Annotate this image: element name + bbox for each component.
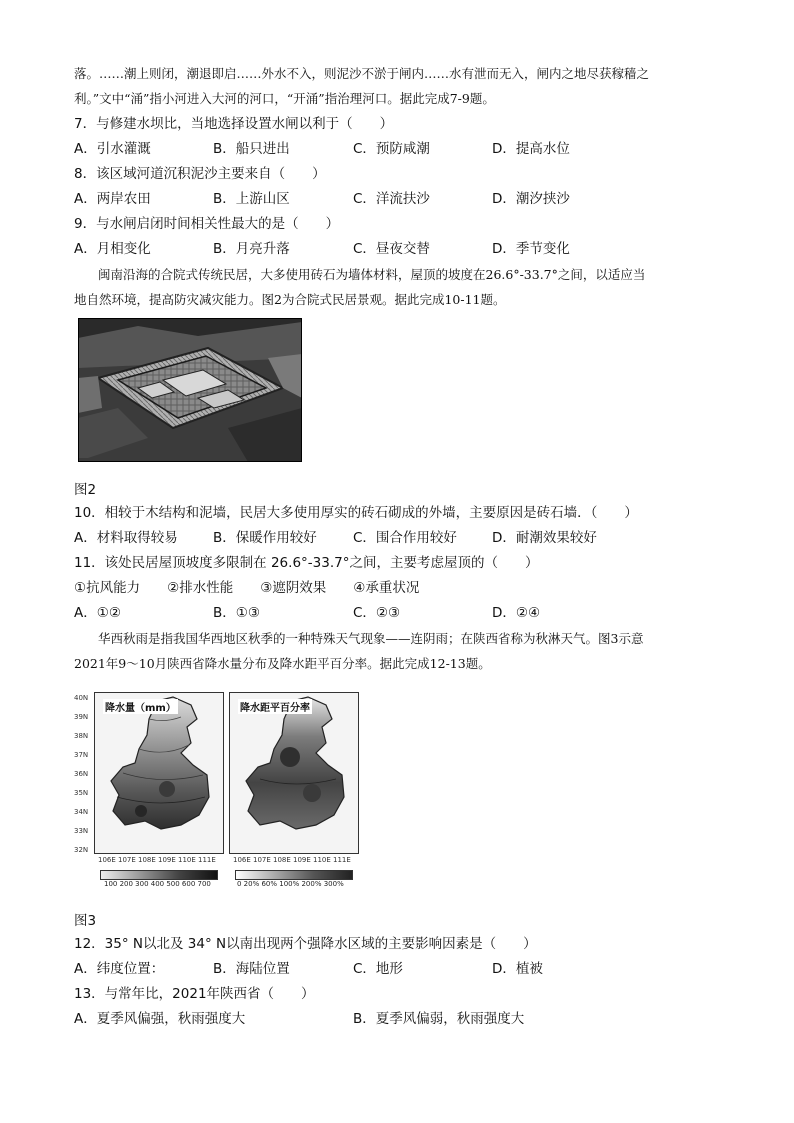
question-9-stem: 9．与水闸启闭时间相关性最大的是（ ） [74, 216, 340, 232]
option-b: B．保暖作用较好 [213, 530, 317, 546]
lat-label: 37N [74, 751, 89, 759]
option-c: C．地形 [353, 961, 403, 977]
lon-label: 111E [333, 856, 351, 864]
left-colorbar-labels: 100 200 300 400 500 600 700 [104, 880, 211, 888]
lat-label: 36N [74, 770, 89, 778]
question-8-stem: 8．该区域河道沉积泥沙主要来自（ ） [74, 166, 326, 182]
option-a: A．纬度位置： [74, 961, 165, 977]
right-map-title: 降水距平百分率 [238, 699, 312, 714]
right-colorbar [235, 870, 353, 880]
precipitation-amount-map [94, 692, 224, 854]
question-10-stem: 10．相较于木结构和泥墙，民居大多使用厚实的砖石砌成的外墙，主要原因是砖石墙．（ ） [74, 505, 638, 521]
question-11-options [74, 603, 714, 623]
option-d: D．季节变化 [492, 241, 570, 257]
lat-label: 38N [74, 732, 89, 740]
option-c: C．围合作用较好 [353, 530, 457, 546]
option-c: C．预防咸潮 [353, 141, 430, 157]
option-b: B．夏季风偏弱，秋雨强度大 [353, 1011, 525, 1027]
passage-line: 华西秋雨是指我国华西地区秋季的一种特殊天气现象——连阴雨；在陕西省称为秋淋天气。图3示意 [98, 631, 644, 646]
passage-line: 2021年9～10月陕西省降水量分布及降水距平百分率。据此完成12-13题。 [74, 656, 491, 671]
lat-label: 32N [74, 846, 89, 854]
left-map-title: 降水量（mm） [103, 699, 178, 714]
question-8-options [74, 189, 714, 209]
option-a: A．引水灌溉 [74, 141, 151, 157]
option-d: D．②④ [492, 605, 541, 621]
option-c: C．洋流扶沙 [353, 191, 430, 207]
option-b: B．船只进出 [213, 141, 290, 157]
left-colorbar [100, 870, 218, 880]
option-c: C．②③ [353, 605, 401, 621]
courtyard-house-photo [78, 318, 302, 462]
lon-label: 109E [158, 856, 176, 864]
shaanxi-precipitation-maps [74, 682, 364, 892]
option-b: B．海陆位置 [213, 961, 290, 977]
right-colorbar-labels: 0 20% 60% 100% 200% 300% [237, 880, 344, 888]
figure-3-caption: 图3 [74, 913, 97, 929]
option-a: A．①② [74, 605, 121, 621]
lon-label: 111E [198, 856, 216, 864]
question-12-stem: 12．35° N以北及 34° N以南出现两个强降水区域的主要影响因素是（ ） [74, 936, 537, 952]
question-12-options [74, 959, 714, 979]
question-11-stem: 11．该处民居屋顶坡度多限制在 26.6°-33.7°之间，主要考虑屋顶的（ ） [74, 555, 539, 571]
question-13-options [74, 1009, 714, 1029]
option-b: B．月亮升落 [213, 241, 290, 257]
lat-label: 39N [74, 713, 89, 721]
question-7-stem: 7．与修建水坝比，当地选择设置水闸以利于（ ） [74, 116, 394, 132]
option-a: A．夏季风偏强，秋雨强度大 [74, 1011, 246, 1027]
lat-label: 33N [74, 827, 89, 835]
option-a: A．两岸农田 [74, 191, 151, 207]
lon-label: 107E [118, 856, 136, 864]
lon-label: 107E [253, 856, 271, 864]
lon-label: 106E [233, 856, 251, 864]
question-13-stem: 13．与常年比，2021年陕西省（ ） [74, 986, 315, 1002]
passage-line: 落。……潮上则闭，潮退即启……外水不入，则泥沙不淤于闸内……水有泄而无入，闸内之地尽获稼穑之 [74, 66, 650, 81]
lon-label: 108E [273, 856, 291, 864]
question-9-options [74, 239, 714, 259]
lon-label: 106E [98, 856, 116, 864]
passage-line: 利。”文中“涌”指小河进入大河的河口，“开涌”指治理河口。据此完成7-9题。 [74, 91, 495, 106]
lon-label: 108E [138, 856, 156, 864]
option-a: A．月相变化 [74, 241, 151, 257]
option-d: D．提高水位 [492, 141, 570, 157]
lat-label: 34N [74, 808, 89, 816]
question-7-options [74, 139, 714, 159]
lon-label: 110E [178, 856, 196, 864]
lon-label: 110E [313, 856, 331, 864]
option-a: A．材料取得较易 [74, 530, 178, 546]
figure-2-caption: 图2 [74, 482, 97, 498]
option-b: B．①③ [213, 605, 260, 621]
option-d: D．潮汐挟沙 [492, 191, 570, 207]
passage-line: 闽南沿海的合院式传统民居，大多使用砖石为墙体材料，屋顶的坡度在26.6°-33.7°之间，以适应当 [98, 267, 646, 282]
option-c: C．昼夜交替 [353, 241, 430, 257]
option-d: D．耐潮效果较好 [492, 530, 597, 546]
option-d: D．植被 [492, 961, 543, 977]
lat-label: 40N [74, 694, 89, 702]
question-10-options [74, 528, 714, 548]
passage-line: 地自然环境，提高防灾减灾能力。图2为合院式民居景观。据此完成10-11题。 [74, 292, 506, 307]
lat-label: 35N [74, 789, 89, 797]
precipitation-anomaly-map [229, 692, 359, 854]
option-b: B．上游山区 [213, 191, 290, 207]
lon-label: 109E [293, 856, 311, 864]
question-11-items: ①抗风能力 ②排水性能 ③遮阴效果 ④承重状况 [74, 580, 420, 596]
